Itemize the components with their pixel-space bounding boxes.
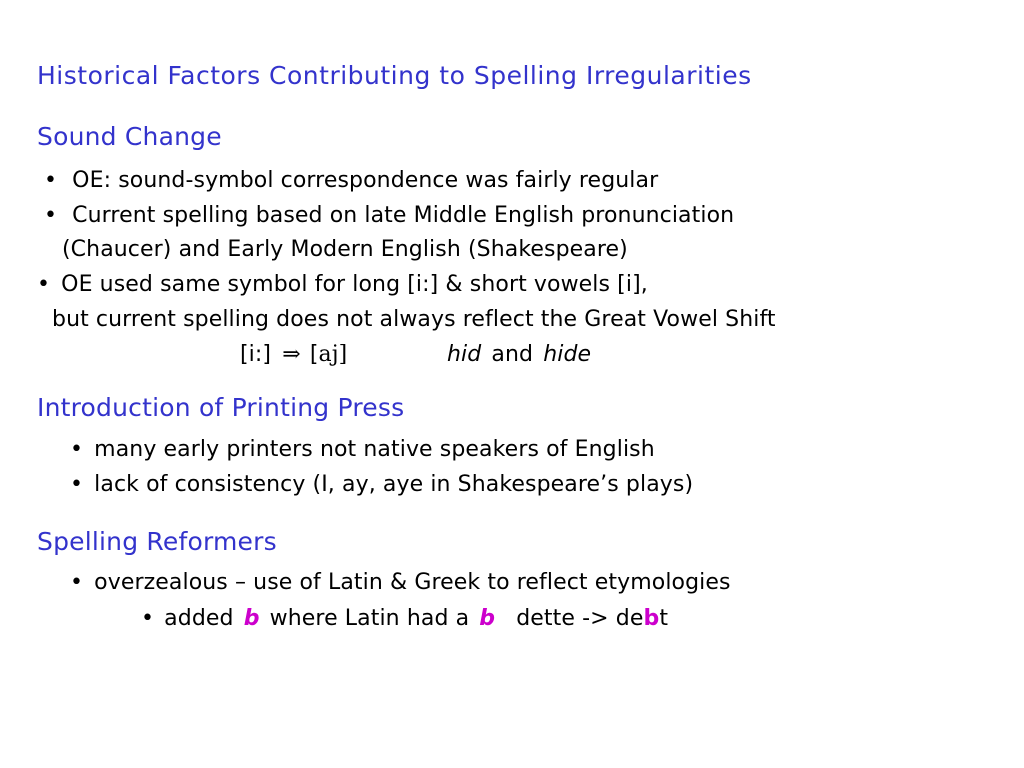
bullet: • [70, 437, 84, 462]
section-heading-spelling-reformers: Spelling Reformers [37, 527, 277, 556]
slide-title: Historical Factors Contributing to Spelling Irregularities [37, 61, 752, 90]
bullet-text: many early printers not native speakers of English [94, 437, 655, 462]
highlight-letter-b: b [643, 606, 660, 631]
list-item [37, 272, 648, 297]
bullet-text: lack of consistency (I, ay, aye in Shakespeare’s plays) [94, 472, 694, 497]
bullet: • [70, 570, 84, 595]
bullet-text-continuation: but current spelling does not always reflect the Great Vowel Shift [52, 307, 776, 332]
example-debt-end: t [659, 606, 669, 631]
sub-bullet-middle: where Latin had a [269, 606, 470, 631]
sub-bullet-prefix: added [164, 606, 234, 631]
bullet: • [70, 472, 84, 497]
example-diphthong: aj] [318, 342, 348, 367]
bullet: • [44, 203, 58, 228]
bullet: • [44, 168, 58, 193]
implies-arrow: ⇒ [282, 342, 301, 367]
bullet: • [141, 606, 155, 631]
highlight-letter-b: b [243, 606, 260, 631]
bullet-text: OE: sound-symbol correspondence was fairly regular [72, 168, 659, 193]
bullet-text: overzealous – use of Latin & Greek to reflect etymologies [94, 570, 731, 595]
example-words [447, 342, 591, 367]
bullet-text: Current spelling based on late Middle English pronunciation [72, 203, 735, 228]
bullet-text: OE used same symbol for long [i:] & short vowels [i], [61, 272, 648, 297]
sub-list-item [141, 606, 668, 631]
example-long-vowel: [i:] [240, 342, 272, 367]
highlight-letter-b: b [479, 606, 496, 631]
section-heading-printing-press: Introduction of Printing Press [37, 393, 405, 422]
section-heading-sound-change: Sound Change [37, 122, 222, 151]
list-item [70, 472, 693, 497]
example-bracket: [ [309, 342, 319, 367]
list-item [44, 203, 734, 228]
example-word-hide: hide [543, 342, 592, 367]
example-dette: dette -> de [516, 606, 644, 631]
list-item [70, 570, 731, 595]
list-item [70, 437, 655, 462]
bullet: • [37, 272, 51, 297]
example-word-hid: hid [447, 342, 482, 367]
example-and: and [491, 342, 534, 367]
bullet-text-continuation: (Chaucer) and Early Modern English (Shakespeare) [62, 237, 628, 262]
vowel-shift-example [240, 342, 347, 367]
list-item [44, 168, 658, 193]
